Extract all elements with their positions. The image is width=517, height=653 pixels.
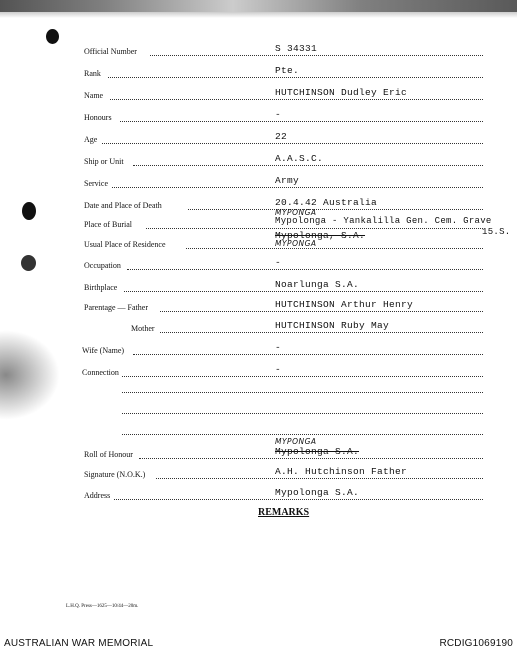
field-label: Signature (N.O.K.) [84, 470, 146, 479]
field-occupation [0, 257, 517, 273]
archive-footer [0, 632, 517, 653]
field-honours [0, 109, 517, 125]
field-date-place-of-death [0, 197, 517, 213]
dotted-line [160, 311, 483, 312]
dotted-line [108, 77, 483, 78]
field-service [0, 175, 517, 191]
field-official-number [0, 43, 517, 59]
field-label: Place of Burial [84, 220, 132, 229]
field-label: Rank [84, 69, 101, 78]
handwritten-correction: MYPONGA [275, 437, 317, 446]
dotted-line [156, 478, 483, 479]
handwritten-correction: MYPONGA [275, 208, 317, 217]
field-value: A.H. Hutchinson Father [275, 466, 408, 477]
blank-dotted-line [122, 413, 483, 414]
field-value: - [275, 257, 282, 268]
field-address [0, 487, 517, 503]
dotted-line [146, 228, 483, 229]
field-label: Occupation [84, 261, 121, 270]
dotted-line [133, 165, 483, 166]
field-value: Mypolonga, S.A. [275, 230, 366, 241]
dotted-line [122, 376, 483, 377]
field-value: 20.4.42 Australia [275, 197, 378, 208]
field-value: - [275, 342, 282, 353]
field-label: Address [84, 491, 111, 500]
field-value: - [275, 364, 282, 375]
field-value: Pte. [275, 65, 300, 76]
field-label: Date and Place of Death [84, 201, 162, 210]
field-rank [0, 65, 517, 81]
handwritten-correction: MYPONGA [275, 239, 317, 248]
dotted-line [150, 55, 483, 56]
field-ship-or-unit [0, 153, 517, 169]
field-label: Birthplace [84, 283, 118, 292]
scan-top-edge [0, 0, 517, 12]
field-value: S 34331 [275, 43, 318, 54]
field-value: Mypolonga - Yankalilla Gen. Cem. Grave [275, 216, 492, 226]
field-value: HUTCHINSON Ruby May [275, 320, 390, 331]
footer-record-id: RCDIG1069190 [439, 638, 513, 649]
dotted-line [110, 99, 483, 100]
field-label: Usual Place of Residence [84, 240, 166, 249]
field-label: Age [84, 135, 98, 144]
field-label: Wife (Name) [82, 346, 125, 355]
field-label: Official Number [84, 47, 137, 56]
dotted-line [102, 143, 483, 144]
field-value: Mypolonga S.A. [275, 446, 360, 457]
field-label: Name [84, 91, 104, 100]
field-age [0, 131, 517, 147]
field-label: Service [84, 179, 108, 188]
field-label: Mother [131, 324, 155, 333]
dotted-line [127, 269, 483, 270]
field-value: HUTCHINSON Dudley Eric [275, 87, 408, 98]
field-value: Mypolonga S.A. [275, 487, 360, 498]
field-label: Honours [84, 113, 112, 122]
field-value: - [275, 109, 282, 120]
blank-dotted-line [122, 392, 483, 393]
punch-hole [46, 29, 59, 44]
field-wife [0, 342, 517, 358]
field-value: 22 [275, 131, 288, 142]
dotted-line [139, 458, 483, 459]
field-label: Ship or Unit [84, 157, 124, 166]
scan-top-shadow [0, 12, 517, 18]
field-name [0, 87, 517, 103]
field-roll-of-honour [0, 437, 517, 462]
field-value: A.A.S.C. [275, 153, 324, 164]
dotted-line [112, 187, 483, 188]
dotted-line [188, 209, 483, 210]
field-label: Roll of Honour [84, 450, 133, 459]
dotted-line [120, 121, 483, 122]
field-signature-nok [0, 466, 517, 482]
field-label: Connection [82, 368, 119, 377]
field-value: HUTCHINSON Arthur Henry [275, 299, 414, 310]
printer-note: L.H.Q. Press—1625—10/44—20m. [66, 604, 139, 609]
dotted-line [160, 332, 483, 333]
blank-dotted-line [122, 434, 483, 435]
field-label: Parentage — Father [84, 303, 148, 312]
field-value-continuation: 15.S. [482, 227, 511, 237]
dotted-line [114, 499, 483, 500]
remarks-heading: REMARKS [258, 507, 310, 518]
dotted-line [133, 354, 483, 355]
field-birthplace [0, 279, 517, 295]
footer-source-label: AUSTRALIAN WAR MEMORIAL [4, 638, 154, 649]
field-value: Noarlunga S.A. [275, 279, 360, 290]
dotted-line [124, 291, 483, 292]
dotted-line [186, 248, 483, 249]
field-value: Army [275, 175, 300, 186]
field-mother [0, 320, 517, 336]
field-father [0, 299, 517, 315]
field-connection [0, 364, 517, 380]
